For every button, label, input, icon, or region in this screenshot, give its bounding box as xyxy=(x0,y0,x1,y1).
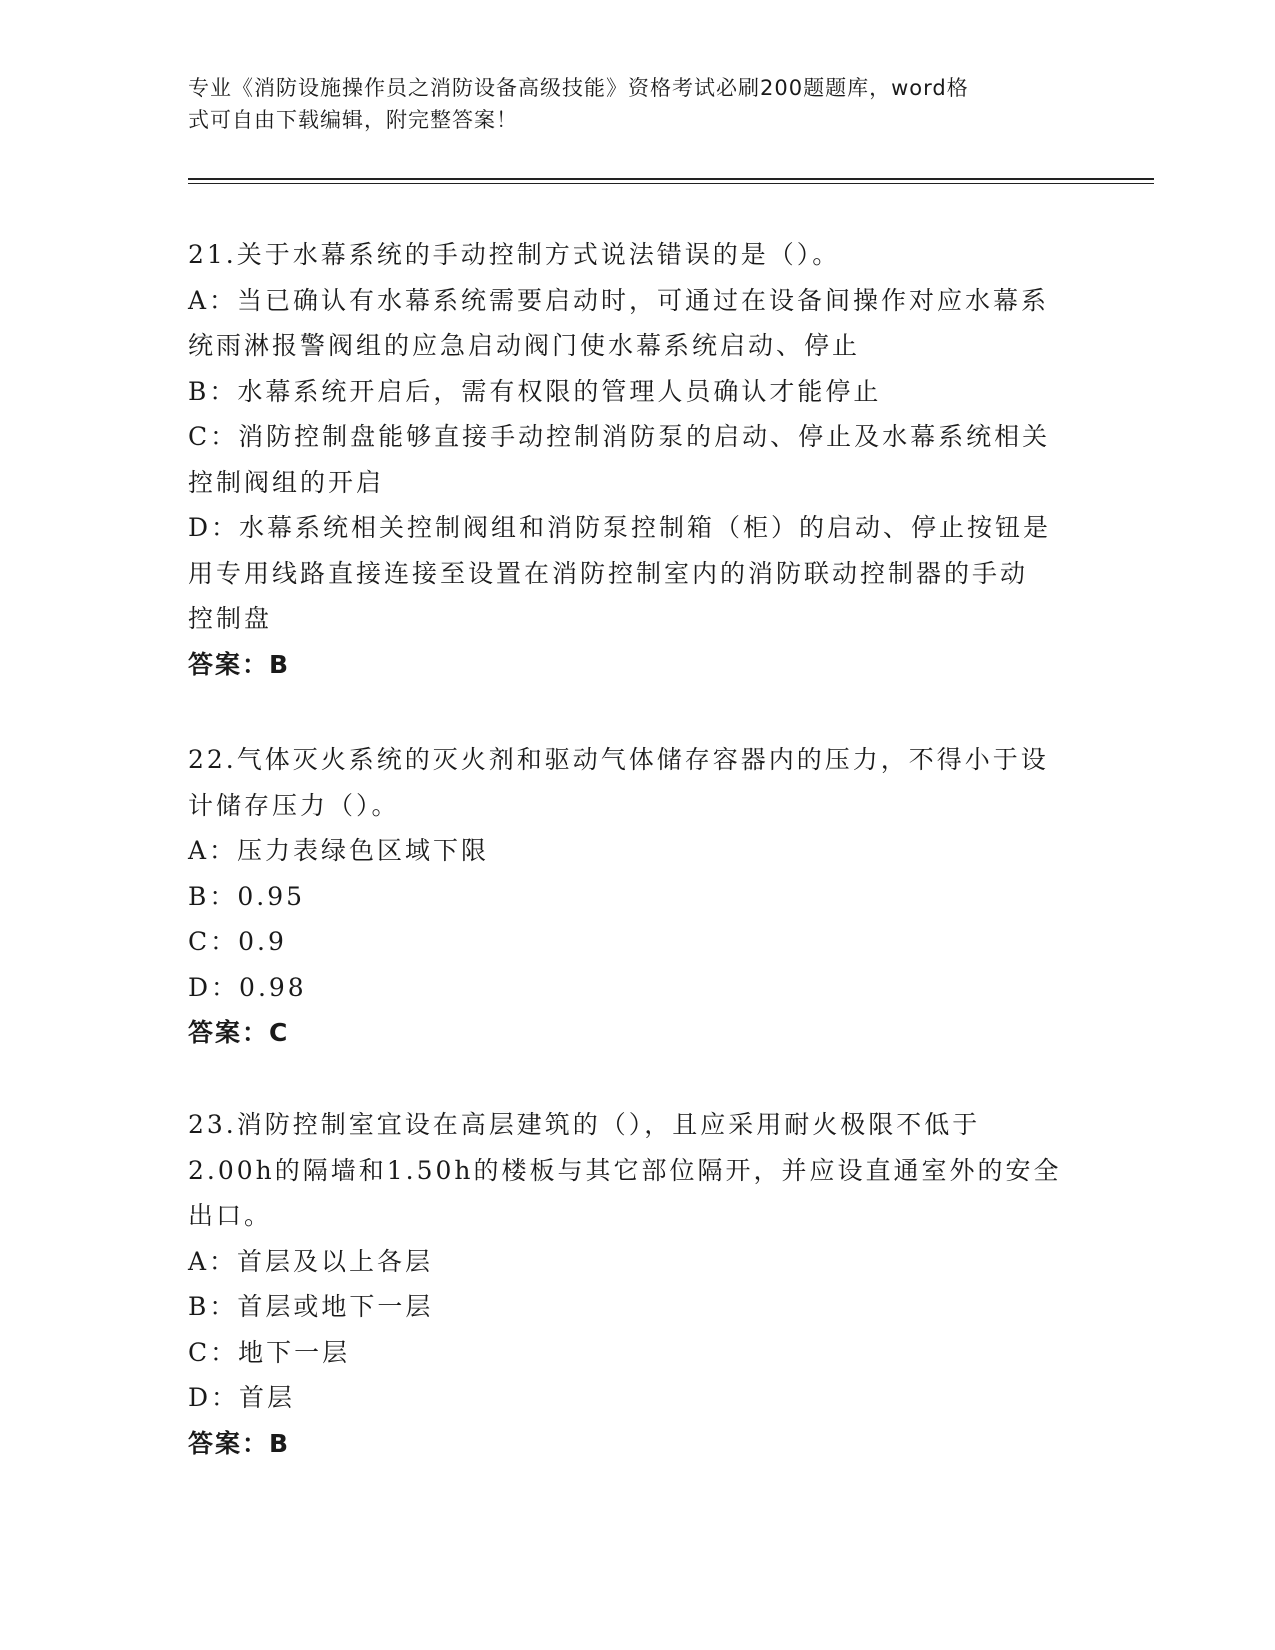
question-stem-continued: 计储存压力（）。 xyxy=(188,790,400,820)
option-a: A：压力表绿色区域下限 xyxy=(188,836,490,865)
option-d: D：0.98 xyxy=(188,972,307,1002)
option-a-continued: 统雨淋报警阀组的应急启动阀门使水幕系统启动、停止 xyxy=(188,331,861,360)
question-22 xyxy=(188,737,1088,1056)
question-stem: 21.关于水幕系统的手动控制方式说法错误的是（）。 xyxy=(188,240,841,269)
option-d: D：首层 xyxy=(188,1383,296,1412)
option-b: B：水幕系统开启后，需有权限的管理人员确认才能停止 xyxy=(188,376,882,406)
question-21 xyxy=(188,232,1088,687)
option-c-continued: 控制阀组的开启 xyxy=(188,467,385,497)
option-a: A：首层及以上各层 xyxy=(188,1246,434,1276)
question-stem-continued: 出口。 xyxy=(188,1201,273,1230)
option-a: A：当已确认有水幕系统需要启动时，可通过在设备间操作对应水幕系 xyxy=(188,285,1050,315)
option-d-continued: 用专用线路直接连接至设置在消防控制室内的消防联动控制器的手动 xyxy=(188,558,1029,588)
question-23 xyxy=(188,1102,1088,1466)
option-d-continued: 控制盘 xyxy=(188,604,273,633)
option-b: B：首层或地下一层 xyxy=(188,1292,434,1321)
option-b: B：0.95 xyxy=(188,881,306,911)
option-d: D：水幕系统相关控制阀组和消防泵控制箱（柜）的启动、停止按钮是 xyxy=(188,513,1052,542)
answer-label: 答案：C xyxy=(188,1018,290,1047)
answer-label: 答案：B xyxy=(188,1428,291,1458)
question-stem: 23.消防控制室宜设在高层建筑的（），且应采用耐火极限不低于 xyxy=(188,1110,981,1139)
question-stem: 22.气体灭火系统的灭火剂和驱动气体储存容器内的压力，不得小于设 xyxy=(188,745,1049,774)
option-c: C：消防控制盘能够直接手动控制消防泵的启动、停止及水幕系统相关 xyxy=(188,422,1051,451)
header-line-2: 式可自由下载编辑，附完整答案！ xyxy=(188,108,518,132)
header-divider xyxy=(188,178,1154,184)
document-header xyxy=(188,72,1078,136)
answer-label: 答案：B xyxy=(188,649,291,679)
header-line-1: 专业《消防设施操作员之消防设备高级技能》资格考试必刷200题题库，word格 xyxy=(188,76,969,100)
question-stem-continued: 2.00h的隔墙和1.50h的楼板与其它部位隔开，并应设直通室外的安全 xyxy=(188,1155,1062,1185)
option-c: C：0.9 xyxy=(188,927,287,956)
option-c: C：地下一层 xyxy=(188,1337,351,1367)
